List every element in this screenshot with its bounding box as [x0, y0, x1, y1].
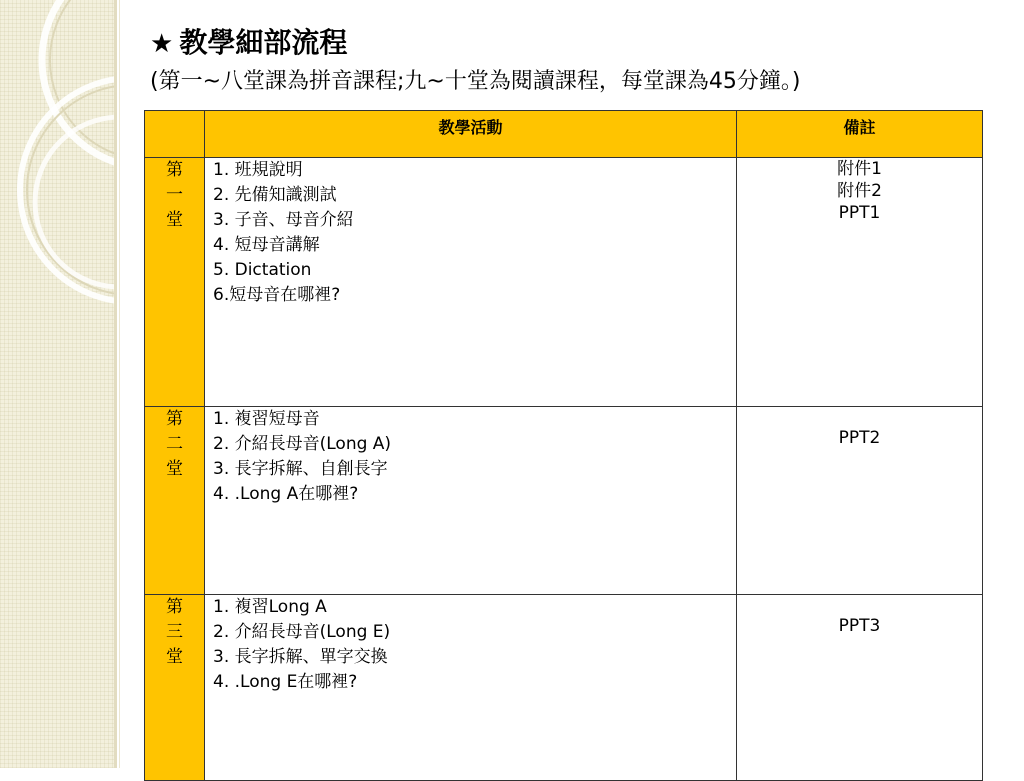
note-item: 附件2	[837, 181, 882, 201]
activity-list	[205, 407, 737, 595]
activity-item: 3. 長字拆解、自創長字	[213, 459, 388, 479]
activity-item: 2. 介紹長母音(Long A)	[213, 434, 392, 454]
activity-item: 4. .Long E在哪裡?	[213, 672, 358, 692]
note-item: 附件1	[837, 159, 882, 179]
table-row	[145, 158, 983, 407]
lesson-schedule-table	[144, 110, 983, 781]
note-item: PPT2	[838, 428, 881, 448]
notes-list	[737, 407, 983, 595]
note-item: PPT1	[838, 203, 881, 223]
activity-item: 2. 介紹長母音(Long E)	[213, 622, 391, 642]
activity-item: 5. Dictation	[213, 260, 312, 280]
activity-item: 2. 先備知識測試	[213, 185, 337, 205]
activity-item: 1. 複習短母音	[213, 409, 320, 429]
activity-list	[205, 158, 737, 407]
decorative-side-panel	[0, 0, 114, 768]
session-label: 第 三 堂	[145, 595, 205, 781]
side-divider-thin	[119, 0, 120, 768]
table-row	[145, 595, 983, 781]
activity-list	[205, 595, 737, 781]
header-notes: 備註	[737, 111, 983, 158]
table-header-row	[145, 111, 983, 158]
page-title-text: 教學細部流程	[179, 26, 348, 59]
star-icon: ★	[150, 29, 174, 59]
activity-item: 3. 長字拆解、單字交換	[213, 647, 388, 667]
activity-item: 4. 短母音講解	[213, 235, 320, 255]
notes-list	[737, 595, 983, 781]
table-row	[145, 407, 983, 595]
activity-item: 6.短母音在哪裡?	[213, 285, 341, 305]
decorative-rings	[0, 0, 114, 768]
note-item: PPT3	[838, 616, 881, 636]
activity-item: 3. 子音、母音介紹	[213, 210, 354, 230]
header-session	[145, 111, 205, 158]
side-divider	[114, 0, 117, 768]
activity-item: 1. 複習Long A	[213, 597, 327, 617]
activity-item: 1. 班規說明	[213, 160, 303, 180]
page-title	[150, 26, 347, 61]
session-label: 第 一 堂	[145, 158, 205, 407]
header-activity: 教學活動	[205, 111, 737, 158]
activity-item: 4. .Long A在哪裡?	[213, 484, 359, 504]
notes-list	[737, 158, 983, 407]
session-label: 第 二 堂	[145, 407, 205, 595]
page-subtitle: (第一~八堂課為拼音課程;九~十堂為閱讀課程，每堂課為45分鐘。)	[150, 69, 801, 94]
